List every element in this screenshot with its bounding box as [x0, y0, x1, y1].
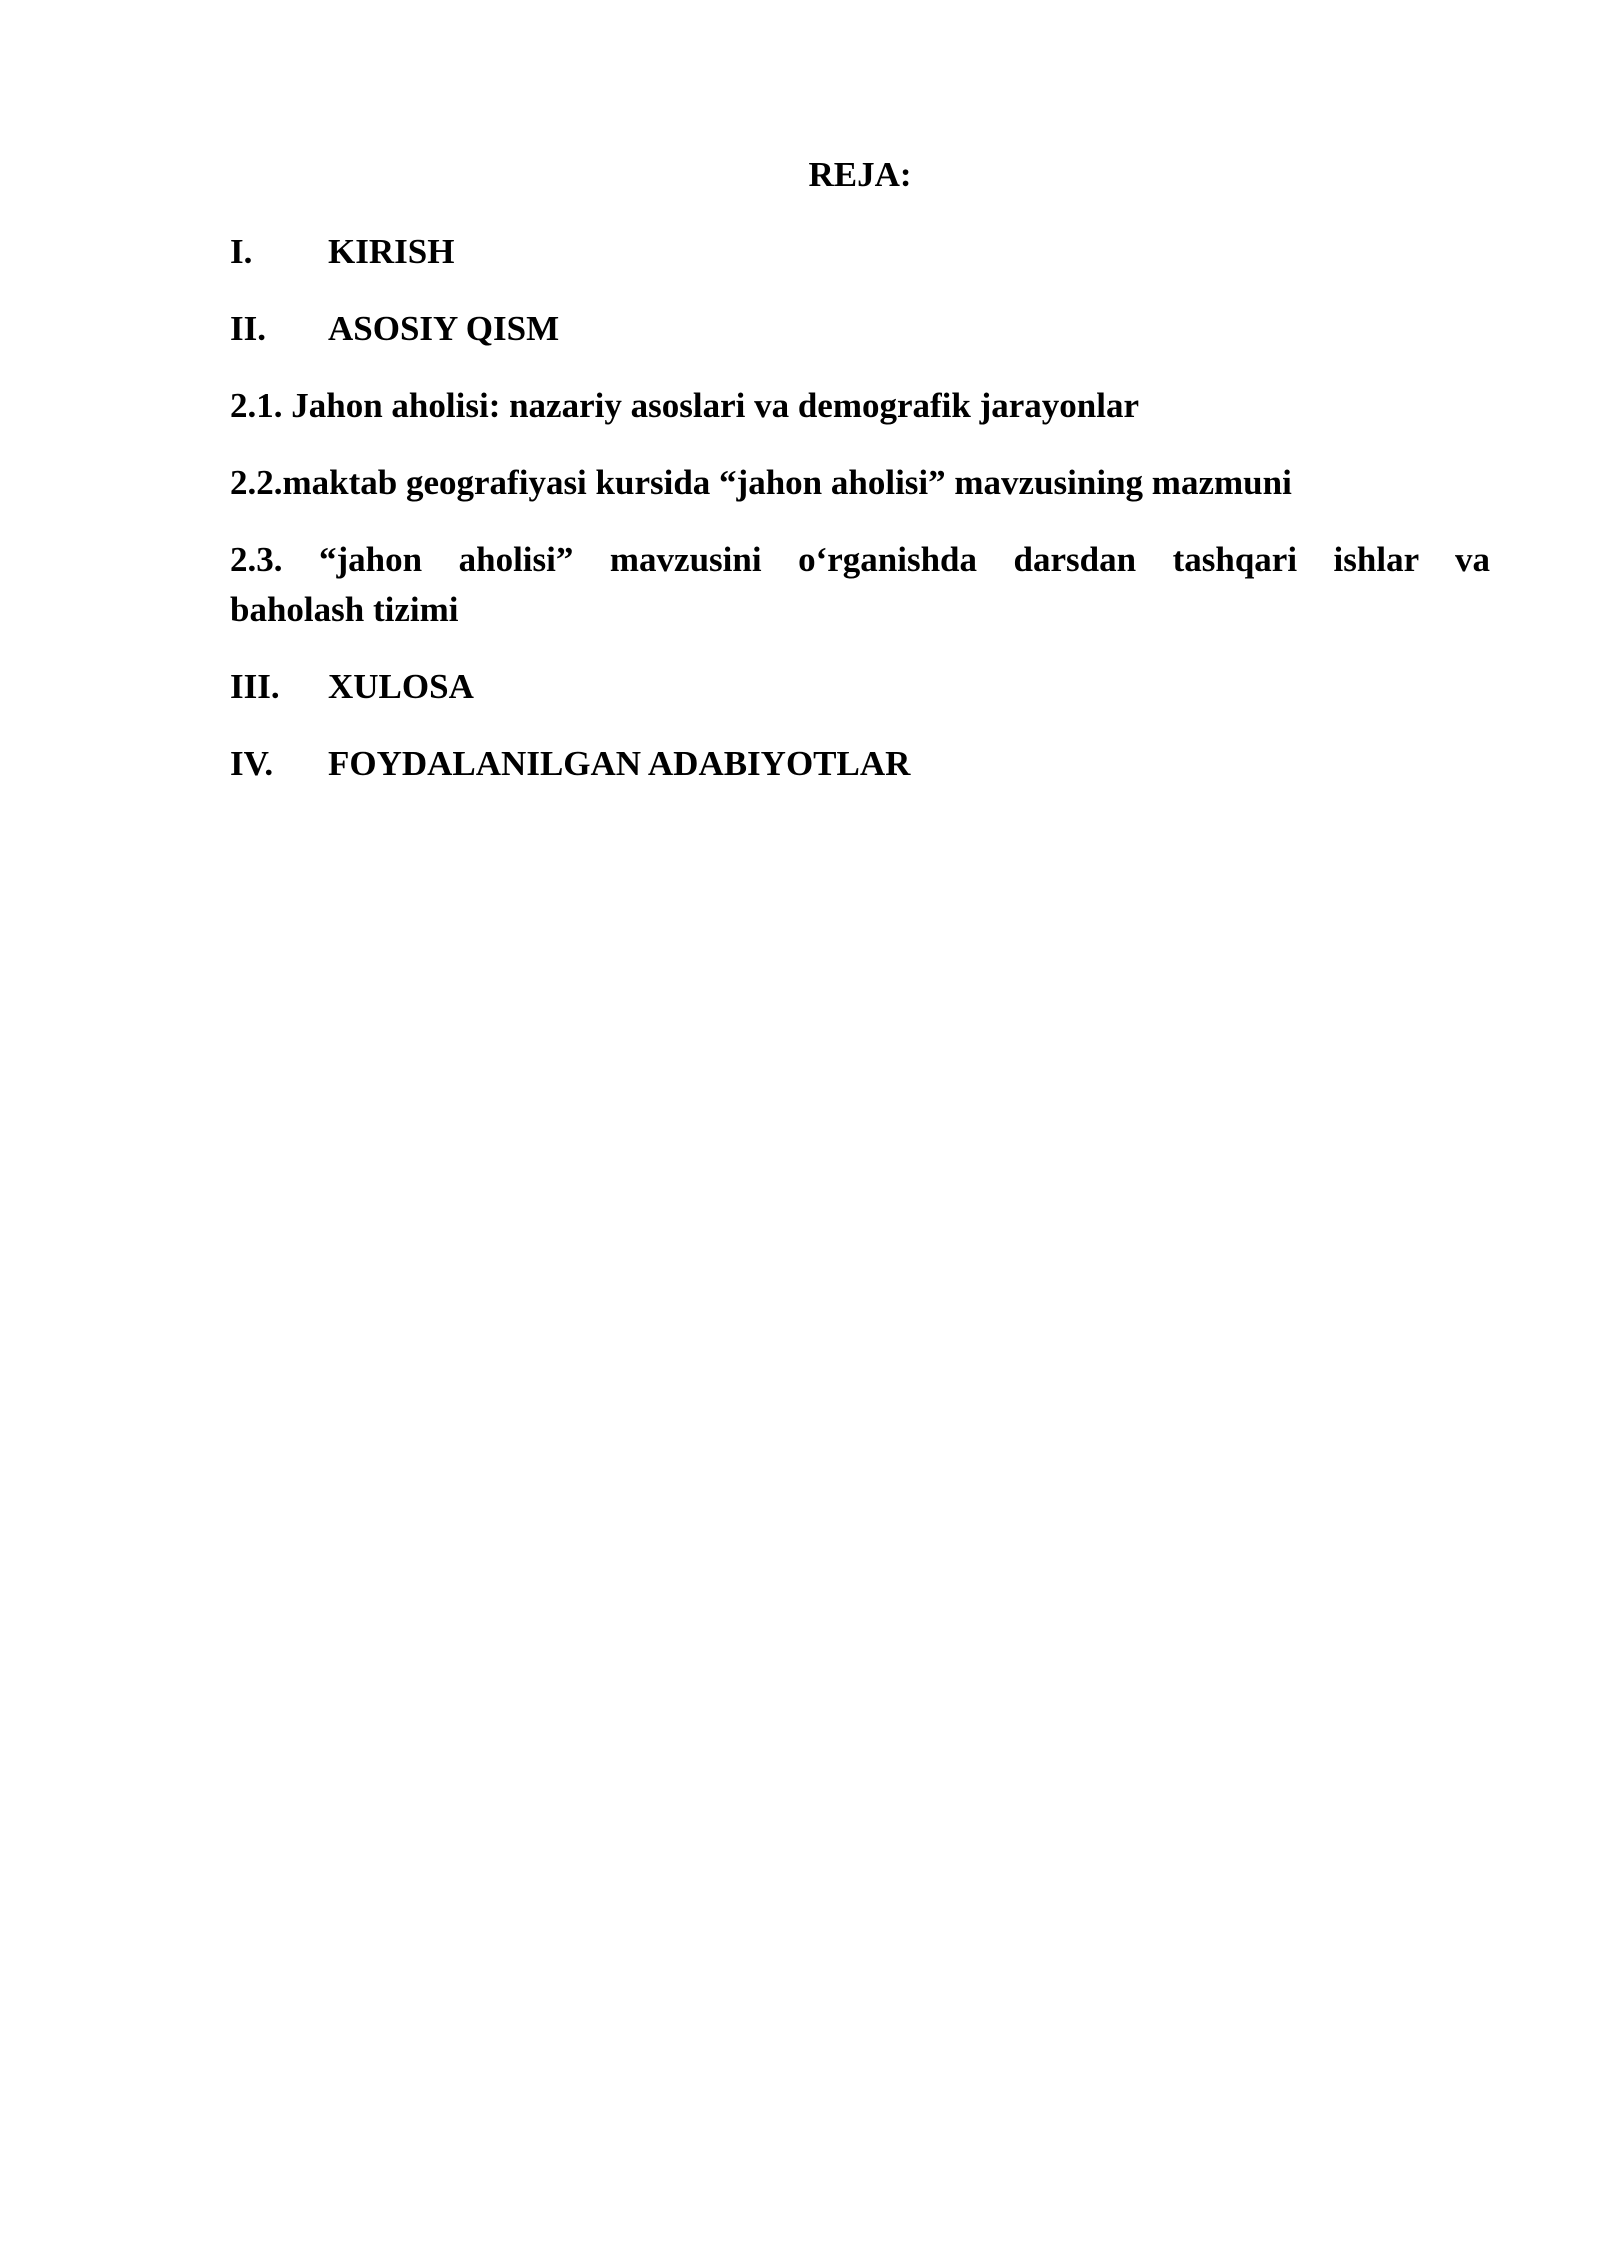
toc-item-label: XULOSA: [328, 667, 474, 706]
toc-item-references: [230, 739, 1490, 789]
toc-item-label: ASOSIY QISM: [328, 309, 560, 348]
toc-subitem-2-3-line2: baholash tizimi: [230, 590, 459, 629]
toc-item-introduction: [230, 227, 1490, 277]
toc-subitem-2-1: 2.1. Jahon aholisi: nazariy asoslari va demografik jarayonlar: [230, 386, 1140, 425]
toc-subitem-2-3-line1: 2.3. “jahon aholisi” mavzusini o‘rganishda darsdan tashqari ishlar va: [230, 540, 1490, 579]
toc-subitem-2-3: [230, 535, 1490, 635]
toc-item-conclusion: [230, 662, 1490, 712]
toc-item-label: FOYDALANILGAN ADABIYOTLAR: [328, 744, 911, 783]
toc-item-number: III.: [230, 667, 280, 706]
plan-title: REJA:: [808, 155, 912, 194]
toc-item-number: II.: [230, 309, 266, 348]
toc-item-main-part: [230, 304, 1490, 354]
toc-item-number: I.: [230, 232, 253, 271]
page-content: [230, 150, 1490, 816]
toc-subitem-2-2: 2.2.maktab geografiyasi kursida “jahon aholisi” mavzusining mazmuni: [230, 463, 1292, 502]
toc-item-number: IV.: [230, 744, 274, 783]
toc-item-label: KIRISH: [328, 232, 455, 271]
